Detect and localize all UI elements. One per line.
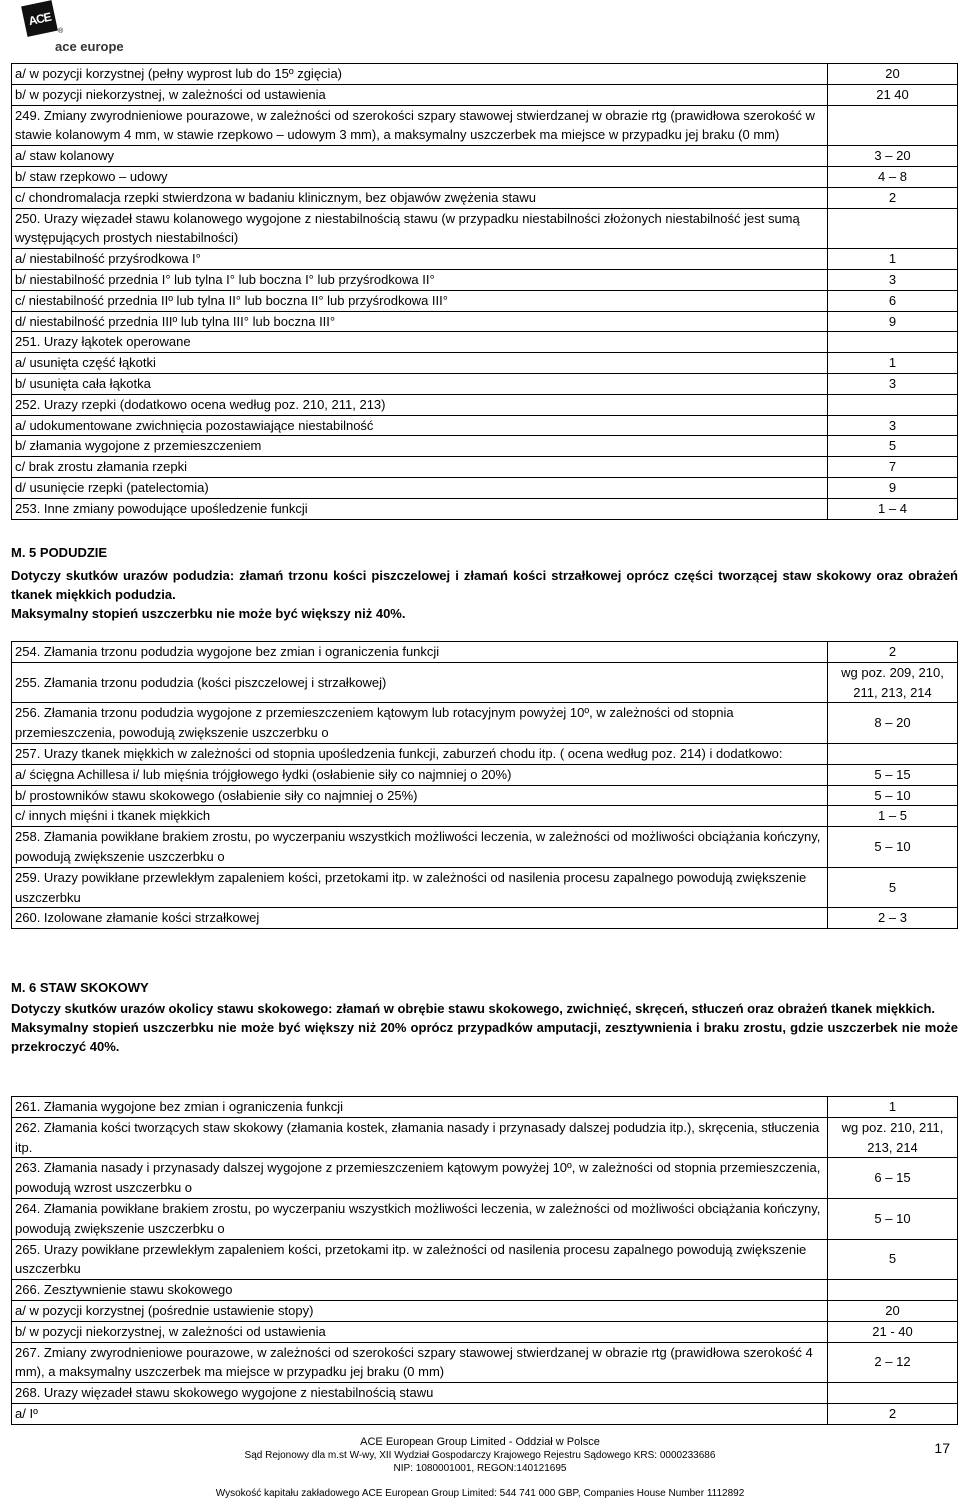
section-max-note: Maksymalny stopień uszczerbku nie może być większy niż 20% oprócz przypadków amputacji, zesztywnienia i braku zrostu, gdzie uszczerbek nie może przekroczyć 40%. <box>11 1020 958 1054</box>
row-description: a/ udokumentowane zwichnięcia pozostawiające niestabilność <box>12 415 828 436</box>
row-description: c/ niestabilność przednia IIº lub tylna II° lub boczna II° lub przyśrodkowa III° <box>12 290 828 311</box>
row-value: wg poz. 209, 210, 211, 213, 214 <box>828 662 958 703</box>
table-row <box>12 332 958 353</box>
table-row <box>12 1158 958 1199</box>
row-value: 21 40 <box>828 84 958 105</box>
row-description: b/ złamania wygojone z przemieszczeniem <box>12 436 828 457</box>
row-description: 253. Inne zmiany powodujące upośledzenie funkcji <box>12 498 828 519</box>
table-row <box>12 662 958 703</box>
row-description: c/ chondromalacja rzepki stwierdzona w badaniu klinicznym, bez objawów zwężenia stawu <box>12 187 828 208</box>
row-description: c/ innych mięśni i tkanek miękkich <box>12 806 828 827</box>
row-description: d/ niestabilność przednia IIIº lub tylna III° lub boczna III° <box>12 311 828 332</box>
table-row <box>12 290 958 311</box>
table-row <box>12 84 958 105</box>
row-description: b/ w pozycji niekorzystnej, w zależności od ustawienia <box>12 1321 828 1342</box>
row-value: 5 <box>828 867 958 908</box>
footer-court: Sąd Rejonowy dla m.st W-wy, XII Wydział Gospodarczy Krajowego Rejestru Sądowego KRS: 0000233686 <box>244 1450 716 1461</box>
row-value: 2 – 3 <box>828 908 958 929</box>
row-description: b/ staw rzepkowo – udowy <box>12 166 828 187</box>
row-value: 9 <box>828 477 958 498</box>
section-heading: M. 5 PODUDZIE <box>11 545 108 560</box>
table-row <box>12 1239 958 1280</box>
logo-text: ace europe <box>55 39 124 54</box>
row-value: 1 <box>828 249 958 270</box>
row-value: 5 <box>828 1239 958 1280</box>
row-description: 251. Urazy łąkotek operowane <box>12 332 828 353</box>
page-number: 17 <box>934 1440 950 1456</box>
row-description: 255. Złamania trzonu podudzia (kości piszczelowej i strzałkowej) <box>12 662 828 703</box>
row-value: 6 – 15 <box>828 1158 958 1199</box>
row-value: 4 – 8 <box>828 166 958 187</box>
row-value: 1 <box>828 1097 958 1118</box>
table-row <box>12 867 958 908</box>
row-value: 2 <box>828 187 958 208</box>
table-row <box>12 1383 958 1404</box>
row-value: 2 – 12 <box>828 1342 958 1383</box>
table-row <box>12 353 958 374</box>
table-row <box>12 1097 958 1118</box>
footer-nip: NIP: 1080001001, REGON:140121695 <box>393 1463 567 1474</box>
table-row <box>12 477 958 498</box>
row-value: 6 <box>828 290 958 311</box>
row-value: 20 <box>828 1300 958 1321</box>
row-description: 249. Zmiany zwyrodnieniowe pourazowe, w zależności od szerokości szpary stawowej stwierdzanej w obrazie rtg (prawidłowa szerokość w stawie kolanowym 4 mm, w stawie rzepkowo – udowym 3 mm), a maksymalny uszczerbek ma miejsce w przypadku jej braku (0 mm) <box>12 105 828 146</box>
table-row <box>12 806 958 827</box>
table-row <box>12 764 958 785</box>
row-value <box>828 105 958 146</box>
row-description: 259. Urazy powikłane przewlekłym zapaleniem kości, przetokami itp. w zależności od nasilenia procesu zapalnego powodują zwiększenie uszczerbku <box>12 867 828 908</box>
row-description: 256. Złamania trzonu podudzia wygojone z przemieszczeniem kątowym lub rotacyjnym powyżej 10º, w zależności od stopnia przemieszczenia, powodują zwiększenie uszczerbku o <box>12 703 828 744</box>
section-max-note: Maksymalny stopień uszczerbku nie może być większy niż 40%. <box>11 606 406 621</box>
table-staw-skokowy <box>11 1096 958 1425</box>
row-description: 257. Urazy tkanek miękkich w zależności od stopnia upośledzenia funkcji, zaburzeń chodu itp. ( ocena według poz. 214) i dodatkowo: <box>12 743 828 764</box>
row-description: b/ niestabilność przednia I° lub tylna I° lub boczna I° lub przyśrodkowa II° <box>12 269 828 290</box>
table-row <box>12 394 958 415</box>
table-row <box>12 373 958 394</box>
row-value: 5 – 10 <box>828 785 958 806</box>
row-value: 7 <box>828 457 958 478</box>
table-row <box>12 743 958 764</box>
row-description: 254. Złamania trzonu podudzia wygojone bez zmian i ograniczenia funkcji <box>12 642 828 663</box>
table-podudzie <box>11 641 958 929</box>
row-value: 1 <box>828 353 958 374</box>
section-podudzie <box>11 543 958 623</box>
table-row <box>12 436 958 457</box>
row-value: 5 – 10 <box>828 1198 958 1239</box>
table-row <box>12 269 958 290</box>
table-row <box>12 208 958 249</box>
row-description: 268. Urazy więzadeł stawu skokowego wygojone z niestabilnością stawu <box>12 1383 828 1404</box>
row-description: 263. Złamania nasady i przynasady dalszej wygojone z przemieszczeniem kątowym powyżej 10º, w zależności od stopnia przemieszczenia, powodują wzrost uszczerbku o <box>12 1158 828 1199</box>
footer-capital: Wysokość kapitału zakładowego ACE European Group Limited: 544 741 000 GBP, Companies House Number 1112892 <box>215 1488 745 1499</box>
table-row <box>12 827 958 868</box>
section-description: Dotyczy skutków urazów podudzia: złamań trzonu kości piszczelowej i złamań kości strzałkowej oprócz części tworzącej staw skokowy oraz obrażeń tkanek miękkich podudzia. <box>11 568 958 602</box>
table-row <box>12 457 958 478</box>
row-value: 5 – 15 <box>828 764 958 785</box>
row-value: 21 - 40 <box>828 1321 958 1342</box>
logo-registered: ® <box>58 28 64 35</box>
table-row <box>12 498 958 519</box>
table-row <box>12 415 958 436</box>
row-description: b/ usunięta cała łąkotka <box>12 373 828 394</box>
row-description: 258. Złamania powikłane brakiem zrostu, po wyczerpaniu wszystkich możliwości leczenia, w zależności od możliwości obciążania kończyny, powodują zwiększenie uszczerbku o <box>12 827 828 868</box>
row-value <box>828 1280 958 1301</box>
row-value <box>828 743 958 764</box>
table-row <box>12 908 958 929</box>
row-value: 3 <box>828 373 958 394</box>
section-heading: M. 6 STAW SKOKOWY <box>11 980 149 995</box>
row-description: b/ prostowników stawu skokowego (osłabienie siły co najmniej o 25%) <box>12 785 828 806</box>
row-description: a/ Iº <box>12 1403 828 1424</box>
section-staw-skokowy <box>11 978 958 1056</box>
table-row <box>12 146 958 167</box>
row-value: 5 – 10 <box>828 827 958 868</box>
table-row <box>12 1198 958 1239</box>
table-row <box>12 311 958 332</box>
row-description: a/ ścięgna Achillesa i/ lub mięśnia trójgłowego łydki (osłabienie siły co najmniej o 20%) <box>12 764 828 785</box>
row-value: 3 <box>828 269 958 290</box>
logo-mark: ACE <box>21 0 58 37</box>
page-footer <box>0 1436 960 1500</box>
row-description: a/ staw kolanowy <box>12 146 828 167</box>
row-description: d/ usunięcie rzepki (patelectomia) <box>12 477 828 498</box>
table-knee <box>11 63 958 520</box>
table-row <box>12 1300 958 1321</box>
table-row <box>12 703 958 744</box>
table-row <box>12 249 958 270</box>
table-row <box>12 187 958 208</box>
footer-company: ACE European Group Limited - Oddział w Polsce <box>360 1436 600 1448</box>
row-description: 260. Izolowane złamanie kości strzałkowej <box>12 908 828 929</box>
row-description: a/ usunięta część łąkotki <box>12 353 828 374</box>
row-value: 2 <box>828 642 958 663</box>
row-value: 20 <box>828 64 958 85</box>
row-description: a/ niestabilność przyśrodkowa I° <box>12 249 828 270</box>
row-description: 261. Złamania wygojone bez zmian i ograniczenia funkcji <box>12 1097 828 1118</box>
row-value <box>828 1383 958 1404</box>
table-row <box>12 1342 958 1383</box>
row-value: 8 – 20 <box>828 703 958 744</box>
row-description: 265. Urazy powikłane przewlekłym zapaleniem kości, przetokami itp. w zależności od nasilenia procesu zapalnego powodują zwiększenie uszczerbku <box>12 1239 828 1280</box>
table-row <box>12 64 958 85</box>
table-row <box>12 166 958 187</box>
row-description: 250. Urazy więzadeł stawu kolanowego wygojone z niestabilnością stawu (w przypadku niestabilności złożonych niestabilność jest sumą występujących prostych niestabilności) <box>12 208 828 249</box>
table-row <box>12 105 958 146</box>
table-row <box>12 1117 958 1158</box>
table-row <box>12 1280 958 1301</box>
row-value <box>828 394 958 415</box>
row-value: 3 <box>828 415 958 436</box>
row-value: 3 – 20 <box>828 146 958 167</box>
section-description: Dotyczy skutków urazów okolicy stawu skokowego: złamań w obrębie stawu skokowego, zwichnięć, skręceń, stłuczeń oraz obrażeń tkanek miękkich. <box>11 1001 936 1016</box>
row-description: a/ w pozycji korzystnej (pełny wyprost lub do 15º zgięcia) <box>12 64 828 85</box>
row-value: 2 <box>828 1403 958 1424</box>
row-value: 5 <box>828 436 958 457</box>
table-row <box>12 785 958 806</box>
row-value: 1 – 5 <box>828 806 958 827</box>
row-description: 266. Zesztywnienie stawu skokowego <box>12 1280 828 1301</box>
row-description: 267. Zmiany zwyrodnieniowe pourazowe, w zależności od szerokości szpary stawowej stwierdzanej w obrazie rtg (prawidłowa szerokość 4 mm), a maksymalny uszczerbek ma miejsce w przypadku jej braku (0 mm) <box>12 1342 828 1383</box>
row-description: b/ w pozycji niekorzystnej, w zależności od ustawienia <box>12 84 828 105</box>
row-description: a/ w pozycji korzystnej (pośrednie ustawienie stopy) <box>12 1300 828 1321</box>
table-row <box>12 1321 958 1342</box>
table-row <box>12 642 958 663</box>
row-value: wg poz. 210, 211, 213, 214 <box>828 1117 958 1158</box>
row-description: c/ brak zrostu złamania rzepki <box>12 457 828 478</box>
table-row <box>12 1403 958 1424</box>
ace-logo <box>24 3 134 55</box>
row-value: 9 <box>828 311 958 332</box>
row-value: 1 – 4 <box>828 498 958 519</box>
row-description: 262. Złamania kości tworzących staw skokowy (złamania kostek, złamania nasady i przynasady dalszej podudzia itp.), skręcenia, stłuczenia itp. <box>12 1117 828 1158</box>
row-description: 252. Urazy rzepki (dodatkowo ocena według poz. 210, 211, 213) <box>12 394 828 415</box>
row-value <box>828 332 958 353</box>
row-value <box>828 208 958 249</box>
row-description: 264. Złamania powikłane brakiem zrostu, po wyczerpaniu wszystkich możliwości leczenia, w zależności od możliwości obciążania kończyny, powodują zwiększenie uszczerbku o <box>12 1198 828 1239</box>
